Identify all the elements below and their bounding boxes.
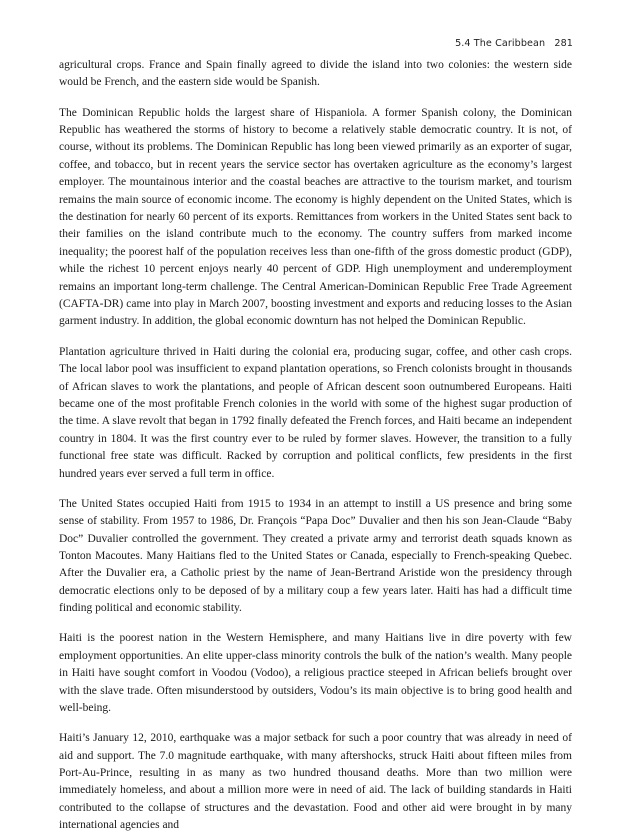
page-number: 281: [554, 38, 573, 49]
paragraph-4: The United States occupied Haiti from 1915 to 1934 in an attempt to instill a US presence and bring some sense of stability. From 1957 to 1986, Dr. François “Papa Doc” Duvalier and then his son Jean-Claude “Baby Doc” Duvalier controlled the government. They created a private army and terrorist death squads known as Tonton Macoutes. Many Haitians fled to the United States or Canada, especially to French-speaking Quebec. After the Duvalier era, a Catholic priest by the name of Jean-Bertrand Aristide won the presidency through democratic elections only to be deposed of by a military coup a few years later. Haiti has had a difficult time finding political and economic stability.: [59, 497, 572, 615]
body-text: [59, 57, 572, 835]
paragraph-1: agricultural crops. France and Spain finally agreed to divide the island into two colonies: the western side would be French, and the eastern side would be Spanish.: [59, 59, 572, 89]
section-title: 5.4 The Caribbean: [455, 38, 546, 49]
paragraph-5: Haiti is the poorest nation in the Western Hemisphere, and many Haitians live in dire poverty with few employment opportunities. An elite upper-class minority controls the bulk of the nation’s wealth. Many people in Haiti have sought comfort in Voodou (Vodoo), a religious practice steeped in African beliefs brought over with the slave trade. Often misunderstood by outsiders, Vodou’s its main objective is to bring good health and well-being.: [59, 632, 572, 714]
paragraph-2: The Dominican Republic holds the largest share of Hispaniola. A former Spanish colony, the Dominican Republic has weathered the storms of history to become a relatively stable democratic country. It is not, of course, without its problems. The Dominican Republic has long been viewed primarily as an exporter of sugar, coffee, and tobacco, but in recent years the service sector has overtaken agriculture as the economy’s largest employer. The mountainous interior and the coastal beaches are attractive to the tourism market, and tourism remains the main source of economic income. The economy is highly dependent on the United States, which is the destination for nearly 60 percent of its exports. Remittances from workers in the United States sent back to their families on the island contribute much to the economy. The country suffers from marked income inequality; the poorest half of the population receives less than one-fifth of the gross domestic product (GDP), while the richest 10 percent enjoys nearly 40 percent of GDP. High unemployment and underemployment remains an important long-term challenge. The Central American-Dominican Republic Free Trade Agreement (CAFTA-DR) came into play in March 2007, boosting investment and exports and reducing losses to the Asian garment industry. In addition, the global economic downturn has not helped the Dominican Republic.: [59, 106, 572, 328]
paragraph-3: Plantation agriculture thrived in Haiti during the colonial era, producing sugar, coffee, and other cash crops. The local labor pool was insufficient to expand plantation operations, so French colonists brought in thousands of African slaves to work the plantations, and people of African descent soon outnumbered Europeans. Haiti became one of the most profitable French colonies in the world with some of the highest sugar production of the time. A slave revolt that began in 1792 finally defeated the French forces, and Haiti became an independent country in 1804. It was the first country ever to be ruled by former slaves. However, the transition to a fully functional free state was difficult. Racked by corruption and political conflicts, few presidents in the first hundred years ever served a full term in office.: [59, 345, 572, 480]
running-header: [455, 38, 573, 49]
paragraph-6: Haiti’s January 12, 2010, earthquake was a major setback for such a poor country that was already in need of aid and support. The 7.0 magnitude earthquake, with many aftershocks, struck Haiti about fifteen miles from Port-Au-Prince, resulting in as many as two hundred thousand deaths. More than two million were immediately homeless, and about a million more were in need of aid. The lack of building standards in Haiti contributed to the collapse of structures and the devastation. Food and other aid were brought in by many international agencies and: [59, 732, 572, 832]
